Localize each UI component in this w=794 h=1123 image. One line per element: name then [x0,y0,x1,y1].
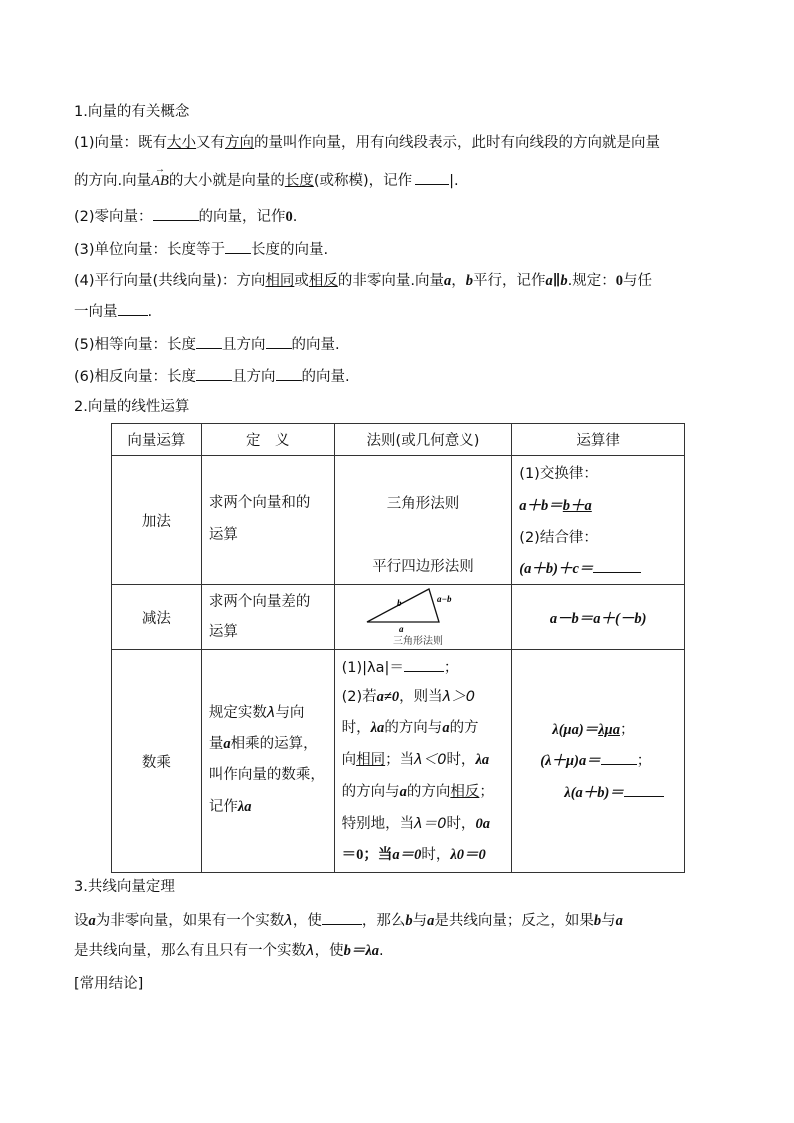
common-conclusions-text: [常用结论] [74,976,144,992]
s3-text: ，那么 [361,913,406,929]
table-row-addition [112,456,685,585]
law-text: ； [619,722,635,738]
header-cell: 运算律 [512,424,685,456]
rule-subtraction [334,585,512,650]
vector-b: b [593,913,602,929]
fig-label-a-minus-b: a−b [436,594,452,604]
p4-text: ， [451,273,466,289]
p1-text: 的方向.向量 [74,173,152,189]
p4-text: 一向量 [74,304,118,320]
answer-same: 相同 [265,273,295,289]
rule-line [342,657,459,678]
law-line [564,782,664,803]
s3-text: ，使 [314,943,344,959]
law-text: ； [636,753,652,769]
p6-text: 且方向 [232,369,276,385]
commutative-law [519,496,592,516]
def-text: 求两个向量和的 [208,495,311,511]
math: λ＞0 [442,689,475,705]
section-2-title-text: 2.向量的线性运算 [74,399,190,415]
rule-text: 特别地，当 [341,816,415,832]
rule-text: 时， [421,847,451,863]
rule-text: (2)若 [341,689,377,705]
blank [118,301,148,316]
blank [196,334,222,349]
math: λa [370,720,385,736]
p5-text: 的向量. [291,337,340,353]
rule-text: (1)|λa|＝ [341,660,404,676]
p2-text: . [292,209,298,225]
lambda-a: λa [237,799,252,815]
p4-text: 与任 [623,273,653,289]
s3-text: 是共线向量，那么有且只有一个实数 [74,943,306,959]
section-3-line1 [74,910,623,931]
law-text: a＋b＝ [519,498,563,514]
law-text: (2)结合律： [519,530,598,546]
p4-text: . [147,304,153,320]
def-line [209,797,252,817]
section-2-title [74,397,189,417]
p2-text: 的向量，记作 [198,209,286,225]
p1-line1 [74,133,660,153]
triangle-shape [367,589,439,622]
p2 [74,206,297,227]
triangle-rule-figure [335,585,513,649]
lambda-symbol: λ [266,705,276,721]
rule-scalar [334,650,512,873]
p4-text: 平行，记作 [472,273,546,289]
def-line [209,703,305,723]
answer-size: 大小 [167,135,197,151]
def-text: 求两个向量差的 [208,594,311,610]
lambda-symbol: λ [284,913,293,929]
blank [593,558,641,573]
p1-line2 [74,164,459,191]
rule-line [342,718,479,738]
p4-line1 [74,271,652,291]
rule-text: 时， [446,752,476,768]
vector-a: a [615,913,623,929]
rule-text: ； [443,660,459,676]
vector-b: b [465,273,473,289]
linear-operations-table [111,423,685,873]
def-line [209,734,318,754]
rule-text: 的方 [449,720,479,736]
collinear-formula: b＝λa [343,943,380,959]
rule-text: 的方向 [406,784,451,800]
law-scalar [512,650,685,873]
math: a≠0 [376,689,400,705]
lambda-symbol: λ [306,943,315,959]
s3-text: 设 [74,913,89,929]
s3-text: 与 [412,913,428,929]
section-1-title [74,102,189,122]
vector-b: b [405,913,413,929]
blank [153,206,199,221]
rule-line [342,782,494,802]
rule-line [342,845,486,865]
rule-line [342,750,490,770]
def-scalar [201,650,334,873]
header-cell: 向量运算 [112,424,202,456]
blank [624,782,664,797]
math: 0a [475,816,490,832]
math: λa [475,752,490,768]
math: (λ＋μ)a＝ [540,753,601,769]
p4-text: 的非零向量.向量 [337,273,444,289]
def-text: 叫作向量的数乘， [208,767,325,783]
rule-text: 向 [341,752,357,768]
header-cell: 法则(或几何意义) [334,424,512,456]
blank [601,750,637,765]
p5 [74,334,340,355]
zero-vector-symbol: 0 [615,273,624,289]
blank [322,910,362,925]
p1-text: 又有 [196,135,226,151]
op-scalar: 数乘 [112,650,202,873]
math: a [442,720,450,736]
section-3-title-text: 3.共线向量定理 [74,879,175,895]
rule-text: 的方向与 [341,784,400,800]
rule-line [342,687,475,707]
p6-text: 的向量. [301,369,350,385]
common-conclusions-title [74,974,143,994]
s3-text: 与 [601,913,616,929]
answer-lambda-mu-a: λμa [598,722,620,738]
vector-a: a [223,736,231,752]
p4-text: .规定： [567,273,616,289]
math: a＝0 [392,847,422,863]
header-cell: 定 义 [201,424,334,456]
table-header-row [112,424,685,456]
rule-text: ＝0；当 [341,847,393,863]
def-addition [201,456,334,585]
s3-text: ，使 [292,913,322,929]
triangle-rule-text: 三角形法则 [386,496,460,512]
table-row-scalar [112,650,685,873]
vector-ab [151,164,169,191]
math: λ0＝0 [450,847,486,863]
def-text: 运算 [208,527,238,543]
math: λ＝0 [414,816,447,832]
answer-direction: 方向 [225,135,255,151]
p6 [74,366,350,387]
op-addition: 加法 [112,456,202,585]
table-row-subtraction [112,585,685,650]
rule-addition [334,456,512,585]
law-subtraction [512,585,685,650]
p1-text: (1)向量：既有 [74,135,168,151]
blank [415,170,449,185]
s3-text: 是共线向量；反之，如果 [434,913,594,929]
rule-text: ，则当 [399,689,443,705]
p6-text: (6)相反向量：长度 [74,369,197,385]
def-text: 量 [208,736,224,752]
blank [276,366,302,381]
def-subtraction [201,585,334,650]
subtraction-law: a－b＝a＋(－b) [549,610,647,627]
def-text: 记作 [208,799,238,815]
parallel-notation: a∥b [545,273,568,289]
rule-line [342,814,490,834]
p4-text: (4)平行向量(共线向量)：方向 [74,273,266,289]
associative-law [519,558,641,579]
p4-line2 [74,301,152,322]
p1-text: 的量叫作向量，用有向线段表示，此时有向线段的方向就是向量 [254,135,661,151]
p3-text: (3)单位向量：长度等于 [74,242,226,258]
math: a [399,784,407,800]
p1-text: |. [449,173,459,189]
math: λ＜0 [414,752,447,768]
vector-a: a [88,913,96,929]
fig-label-a: a [398,624,404,634]
blank [404,657,444,672]
fig-label-b: b [396,598,402,608]
vector-a: a [427,913,435,929]
answer-opposite: 相反 [450,784,480,800]
rule-text: ；当 [385,752,415,768]
rule-text: 的方向与 [384,720,443,736]
answer-commutative: b＋a [562,498,592,514]
blank [225,239,251,254]
rule-text: 时， [446,816,476,832]
p5-text: (5)相等向量：长度 [74,337,197,353]
law-addition [512,456,685,585]
blank [196,366,232,381]
law-line [540,750,651,771]
law-text: (1)交换律： [519,466,598,482]
law-line [552,720,634,740]
answer-same: 相同 [356,752,386,768]
s3-text: 为非零向量，如果有一个实数 [95,913,285,929]
vector-a: a [443,273,452,289]
zero-vector-symbol: 0 [285,209,293,225]
s3-text: . [379,943,384,959]
vector-ab-label: AB [151,173,169,189]
rule-text: ； [479,784,494,800]
def-text: 与向 [275,705,305,721]
math: λ(μa)＝ [552,722,599,738]
parallelogram-rule-text: 平行四边形法则 [372,559,474,575]
vector-arrow-icon: → [154,164,165,175]
rule-text: 时， [341,720,371,736]
section-3-line2 [74,941,384,961]
law-text: (a＋b)＋c＝ [519,561,594,577]
op-subtraction: 减法 [112,585,202,650]
section-1-title-text: 1.向量的有关概念 [74,104,190,120]
def-text: 规定实数 [208,705,267,721]
p2-text: (2)零向量： [74,209,153,225]
p1-text: 的大小就是向量的 [168,173,285,189]
answer-opposite: 相反 [308,273,338,289]
p4-text: 或 [294,273,309,289]
math: λ(a＋b)＝ [564,785,624,801]
fig-caption: 三角形法则 [392,636,443,647]
def-text: 相乘的运算， [230,736,318,752]
p1-text: (或称模)，记作 [313,173,413,189]
blank [266,334,292,349]
answer-length: 长度 [284,173,314,189]
p3-text: 长度的向量. [251,242,329,258]
def-text: 运算 [208,624,238,640]
p5-text: 且方向 [222,337,266,353]
section-3-title [74,877,175,897]
p3 [74,239,328,260]
